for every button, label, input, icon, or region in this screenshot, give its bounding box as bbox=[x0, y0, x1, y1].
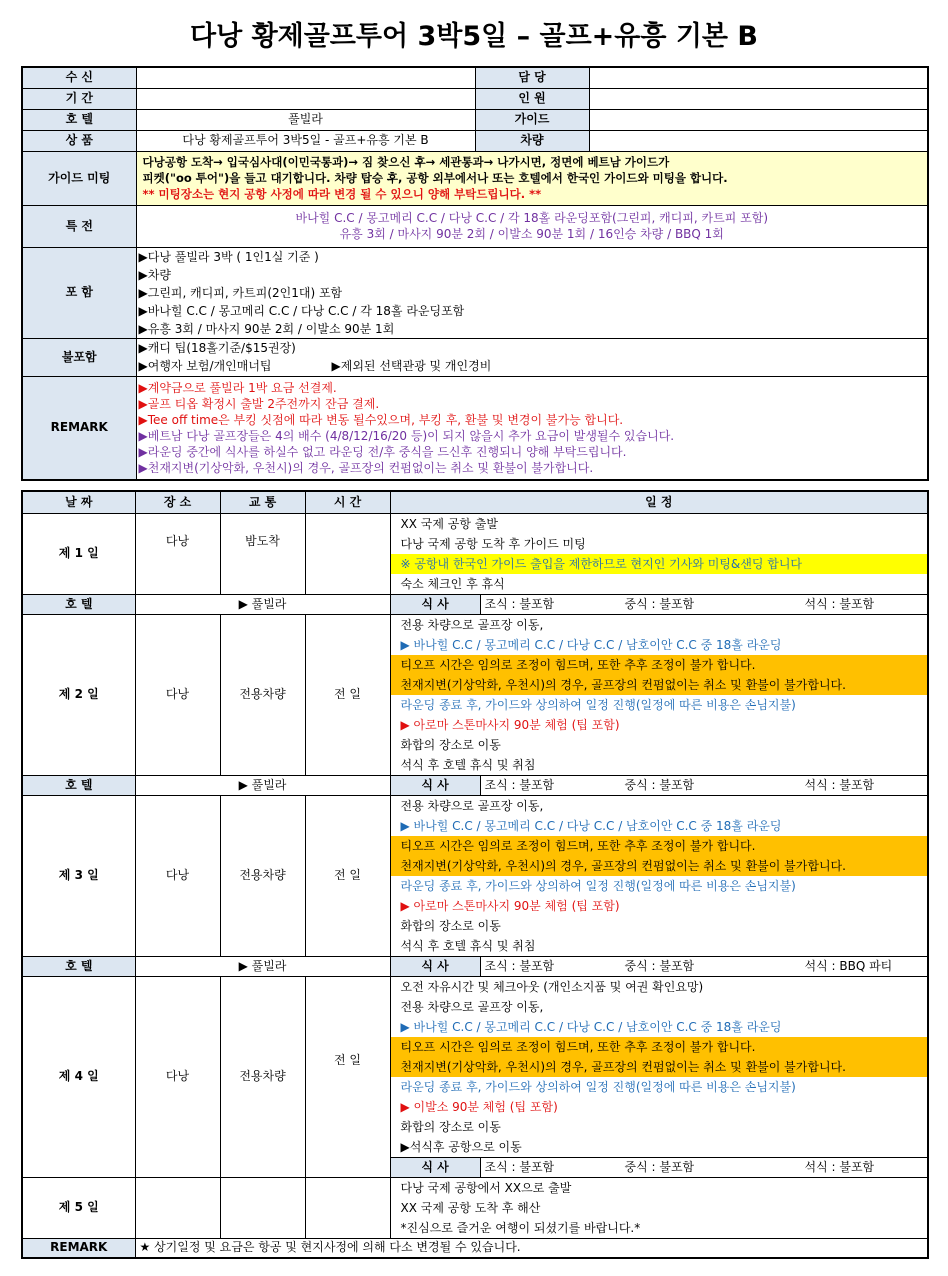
itinerary-line: 천재지변(기상악화, 우천시)의 경우, 골프장의 컨펌없이는 취소 및 환불이 불가합니다. bbox=[391, 856, 928, 876]
day-place bbox=[135, 1177, 220, 1238]
meeting-notice: ** 미팅장소는 현지 공항 사정에 따라 변경 될 수 있으니 양해 부탁드립니다. ** bbox=[142, 187, 542, 201]
include-line: ▶유흥 3회 / 마사지 90분 2회 / 이발소 90분 1회 bbox=[138, 321, 395, 336]
itinerary-line: 석식 후 호텔 휴식 및 취침 bbox=[400, 938, 536, 953]
itinerary-line: ▶석식후 공항으로 이동 bbox=[400, 1139, 522, 1154]
itinerary-line: 전용 차량으로 골프장 이동, bbox=[400, 798, 544, 813]
day-label: 제 2 일 bbox=[22, 614, 135, 775]
meal-label: 식 사 bbox=[390, 956, 480, 976]
header-place: 장 소 bbox=[135, 491, 220, 513]
period-label: 기 간 bbox=[22, 88, 136, 109]
meeting-line: 피켓("oo 투어")을 들고 대기합니다. 차량 탑승 후, 공항 외부에서나 또는 호텔에서 한국인 가이드와 미팅을 합니다. bbox=[142, 171, 728, 185]
people-label: 인 원 bbox=[475, 88, 589, 109]
meeting-line: 다낭공항 도착→ 입국심사대(이민국통과)→ 짐 찾으신 후→ 세관통과→ 나가시면, 정면에 베트남 가이드가 bbox=[142, 155, 670, 169]
itinerary-line: ▶ 바나힐 C.C / 몽고메리 C.C / 다낭 C.C / 남호이안 C.C 중 18홀 라운딩 bbox=[400, 1019, 782, 1034]
special-line: 바나힐 C.C / 몽고메리 C.C / 다낭 C.C / 각 18홀 라운딩포함(그린피, 캐디피, 카트피 포함) bbox=[295, 211, 768, 225]
meal-wrap bbox=[485, 959, 924, 974]
remark-label: REMARK bbox=[22, 376, 136, 480]
meal-label: 식 사 bbox=[390, 594, 480, 614]
meal-dinner: 석식 : BBQ 파티 bbox=[804, 958, 893, 973]
itinerary-line: 석식 후 호텔 휴식 및 취침 bbox=[400, 757, 536, 772]
recipient-value bbox=[136, 67, 475, 88]
meal-dinner: 석식 : 불포함 bbox=[804, 596, 875, 611]
remark-line: ▶Tee off time은 부킹 싯점에 따라 변동 될수있으며, 부킹 후, 환불 및 변경이 불가능 합니다. bbox=[138, 412, 624, 427]
itinerary-line: 화합의 장소로 이동 bbox=[400, 918, 501, 933]
day-label: 제 1 일 bbox=[22, 513, 135, 594]
remark-line: ▶골프 티옵 확정시 출발 2주전까지 잔금 결제. bbox=[138, 396, 380, 411]
day-transport: 전용차량 bbox=[220, 795, 305, 956]
itinerary-line: 라운딩 종료 후, 가이드와 상의하여 일정 진행(일정에 따른 비용은 손님지불) bbox=[400, 1079, 796, 1094]
day-row bbox=[22, 614, 928, 775]
itinerary-line: ▶ 아로마 스톤마사지 90분 체험 (팁 포함) bbox=[400, 898, 620, 913]
recipient-label: 수 신 bbox=[22, 67, 136, 88]
itinerary-line: ※ 공항내 한국인 가이드 출입을 제한하므로 현지인 기사와 미팅&샌딩 합니다 bbox=[391, 554, 928, 574]
itinerary-line: 화합의 장소로 이동 bbox=[400, 1119, 501, 1134]
meal-values bbox=[480, 775, 928, 795]
exclude-item: ▶여행자 보험/개인매너팁 bbox=[138, 359, 272, 373]
itinerary-line: XX 국제 공항 출발 bbox=[400, 516, 498, 531]
schedule-body bbox=[22, 513, 928, 1258]
manager-value bbox=[589, 67, 928, 88]
exclude-line: ▶캐디 팁(18홀기준/$15권장) bbox=[138, 341, 296, 355]
itinerary-line: 천재지변(기상악화, 우천시)의 경우, 골프장의 컨펌없이는 취소 및 환불이 불가합니다. bbox=[391, 675, 928, 695]
info-table bbox=[21, 66, 929, 481]
itinerary-line: ▶ 바나힐 C.C / 몽고메리 C.C / 다낭 C.C / 남호이안 C.C 중 18홀 라운딩 bbox=[400, 637, 782, 652]
header-date: 날 짜 bbox=[22, 491, 135, 513]
itinerary-line: 티오프 시간은 임의로 조정이 힘드며, 또한 추후 조정이 불가 합니다. bbox=[391, 836, 928, 856]
day-row bbox=[22, 795, 928, 956]
hotel-row-label: 호 텔 bbox=[22, 594, 135, 614]
itinerary-line: 전용 차량으로 골프장 이동, bbox=[400, 617, 544, 632]
meal-values bbox=[480, 956, 928, 976]
day-time bbox=[305, 513, 390, 594]
include-label: 포 함 bbox=[22, 247, 136, 338]
guide-value bbox=[589, 109, 928, 130]
meeting-content bbox=[136, 151, 928, 205]
exclude-line bbox=[139, 357, 924, 375]
day-itinerary bbox=[390, 976, 928, 1157]
meal-breakfast: 조식 : 불포함 bbox=[484, 777, 555, 792]
itinerary-line: 티오프 시간은 임의로 조정이 힘드며, 또한 추후 조정이 불가 합니다. bbox=[391, 655, 928, 675]
day-place: 다낭 bbox=[135, 976, 220, 1177]
exclude-content bbox=[136, 338, 928, 376]
day-transport: 전용차량 bbox=[220, 976, 305, 1177]
meal-wrap bbox=[485, 597, 924, 612]
special-line: 유흥 3회 / 마사지 90분 2회 / 이발소 90분 1회 / 16인승 차량 / BBQ 1회 bbox=[339, 227, 724, 241]
remark-line: ▶천재지변(기상악화, 우천시)의 경우, 골프장의 컨펌없이는 취소 및 환불이 불가합니다. bbox=[138, 460, 594, 475]
itinerary-line: 화합의 장소로 이동 bbox=[400, 737, 501, 752]
meal-breakfast: 조식 : 불포함 bbox=[484, 596, 555, 611]
meal-label: 식 사 bbox=[390, 775, 480, 795]
day-label: 제 3 일 bbox=[22, 795, 135, 956]
day-row bbox=[22, 513, 928, 594]
meal-label: 식 사 bbox=[390, 1157, 480, 1177]
remark-row bbox=[22, 1238, 928, 1258]
day-itinerary bbox=[390, 795, 928, 956]
people-value bbox=[589, 88, 928, 109]
hotel-row-value: ▶ 풀빌라 bbox=[135, 594, 390, 614]
exclude-item: ▶제외된 선택관광 및 개인경비 bbox=[331, 359, 492, 373]
schedule-remark-text: ★ 상기일정 및 요금은 항공 및 현지사정에 의해 다소 변경될 수 있습니다. bbox=[135, 1238, 928, 1258]
special-label: 특 전 bbox=[22, 205, 136, 247]
hotel-meal-row bbox=[22, 775, 928, 795]
meal-dinner: 석식 : 불포함 bbox=[804, 1159, 875, 1174]
hotel-row-label: 호 텔 bbox=[22, 775, 135, 795]
meal-lunch: 중식 : 불포함 bbox=[624, 958, 695, 973]
include-line: ▶그린피, 캐디피, 카트피(2인1대) 포함 bbox=[138, 285, 343, 300]
hotel-label: 호 텔 bbox=[22, 109, 136, 130]
meal-lunch: 중식 : 불포함 bbox=[624, 1159, 695, 1174]
itinerary-line: *진심으로 즐거운 여행이 되셨기를 바랍니다.* bbox=[400, 1220, 641, 1235]
day-label: 제 4 일 bbox=[22, 976, 135, 1177]
header-transport: 교 통 bbox=[220, 491, 305, 513]
itinerary-line: ▶ 바나힐 C.C / 몽고메리 C.C / 다낭 C.C / 남호이안 C.C 중 18홀 라운딩 bbox=[400, 818, 782, 833]
hotel-row-value: ▶ 풀빌라 bbox=[135, 956, 390, 976]
day-transport: 밤도착 bbox=[220, 513, 305, 594]
day-transport bbox=[220, 1177, 305, 1238]
meal-lunch: 중식 : 불포함 bbox=[624, 596, 695, 611]
manager-label: 담 당 bbox=[475, 67, 589, 88]
remark-line: ▶계약금으로 풀빌라 1박 요금 선결제. bbox=[138, 380, 337, 395]
itinerary-line: 다낭 국제 공항 도착 후 가이드 미팅 bbox=[400, 536, 586, 551]
hotel-value: 풀빌라 bbox=[136, 109, 475, 130]
header-time: 시 간 bbox=[305, 491, 390, 513]
itinerary-line: 천재지변(기상악화, 우천시)의 경우, 골프장의 컨펌없이는 취소 및 환불이 불가합니다. bbox=[391, 1057, 928, 1077]
day-place: 다낭 bbox=[135, 795, 220, 956]
hotel-row-value: ▶ 풀빌라 bbox=[135, 775, 390, 795]
remark-line: ▶라운딩 중간에 식사를 하실수 없고 라운딩 전/후 중식을 드신후 진행되니 양해 부탁드립니다. bbox=[138, 444, 627, 459]
period-value bbox=[136, 88, 475, 109]
itinerary-line: 전용 차량으로 골프장 이동, bbox=[400, 999, 544, 1014]
day-itinerary bbox=[390, 513, 928, 594]
exclude-label: 불포함 bbox=[22, 338, 136, 376]
day-row bbox=[22, 1177, 928, 1238]
itinerary-line: XX 국제 공항 도착 후 해산 bbox=[400, 1200, 541, 1215]
day-transport: 전용차량 bbox=[220, 614, 305, 775]
day-row bbox=[22, 976, 928, 1157]
product-label: 상 품 bbox=[22, 130, 136, 151]
special-content bbox=[136, 205, 928, 247]
vehicle-value bbox=[589, 130, 928, 151]
vehicle-label: 차량 bbox=[475, 130, 589, 151]
day-time: 전 일 bbox=[305, 614, 390, 775]
meal-lunch: 중식 : 불포함 bbox=[624, 777, 695, 792]
itinerary-line: 라운딩 종료 후, 가이드와 상의하여 일정 진행(일정에 따른 비용은 손님지불) bbox=[400, 878, 796, 893]
schedule-remark-label: REMARK bbox=[22, 1238, 135, 1258]
guide-label: 가이드 bbox=[475, 109, 589, 130]
day-itinerary bbox=[390, 1177, 928, 1238]
hotel-meal-row bbox=[22, 956, 928, 976]
day-label: 제 5 일 bbox=[22, 1177, 135, 1238]
hotel-row-label: 호 텔 bbox=[22, 956, 135, 976]
remark-line: ▶베트남 다낭 골프장들은 4의 배수 (4/8/12/16/20 등)이 되지 않을시 추가 요금이 발생될수 있습니다. bbox=[138, 428, 675, 443]
meal-values bbox=[480, 1157, 928, 1177]
day-itinerary bbox=[390, 614, 928, 775]
meal-breakfast: 조식 : 불포함 bbox=[484, 1159, 555, 1174]
include-line: ▶바나힐 C.C / 몽고메리 C.C / 다낭 C.C / 각 18홀 라운딩포함 bbox=[138, 303, 465, 318]
meal-wrap bbox=[485, 1160, 924, 1175]
include-line: ▶다낭 풀빌라 3박 ( 1인1실 기준 ) bbox=[138, 249, 319, 264]
meeting-label: 가이드 미팅 bbox=[22, 151, 136, 205]
meal-wrap bbox=[485, 778, 924, 793]
itinerary-line: 티오프 시간은 임의로 조정이 힘드며, 또한 추후 조정이 불가 합니다. bbox=[391, 1037, 928, 1057]
itinerary-line: 오전 자유시간 및 체크아웃 (개인소지품 및 여권 확인요망) bbox=[400, 979, 704, 994]
meal-dinner: 석식 : 불포함 bbox=[804, 777, 875, 792]
meal-breakfast: 조식 : 불포함 bbox=[484, 958, 555, 973]
product-value: 다낭 황제골프투어 3박5일 - 골프+유흥 기본 B bbox=[136, 130, 475, 151]
day-time: 전 일 bbox=[305, 976, 390, 1177]
itinerary-line: ▶ 이발소 90분 체험 (팁 포함) bbox=[400, 1099, 558, 1114]
hotel-meal-row bbox=[22, 594, 928, 614]
itinerary-line: 다낭 국제 공항에서 XX으로 출발 bbox=[400, 1180, 572, 1195]
schedule-table bbox=[21, 490, 929, 1259]
remark-content bbox=[136, 376, 928, 480]
itinerary-line: ▶ 아로마 스톤마사지 90분 체험 (팁 포함) bbox=[400, 717, 620, 732]
day-place: 다낭 bbox=[135, 614, 220, 775]
day-time bbox=[305, 1177, 390, 1238]
include-content bbox=[136, 247, 928, 338]
include-line: ▶차량 bbox=[138, 267, 171, 282]
page-title: 다낭 황제골프투어 3박5일 – 골프+유흥 기본 B bbox=[190, 21, 758, 52]
itinerary-line: 숙소 체크인 후 휴식 bbox=[400, 576, 505, 591]
itinerary-line: 라운딩 종료 후, 가이드와 상의하여 일정 진행(일정에 따른 비용은 손님지불) bbox=[400, 697, 796, 712]
day-time: 전 일 bbox=[305, 795, 390, 956]
meal-values bbox=[480, 594, 928, 614]
day-place: 다낭 bbox=[135, 513, 220, 594]
header-itinerary: 일 정 bbox=[390, 491, 928, 513]
